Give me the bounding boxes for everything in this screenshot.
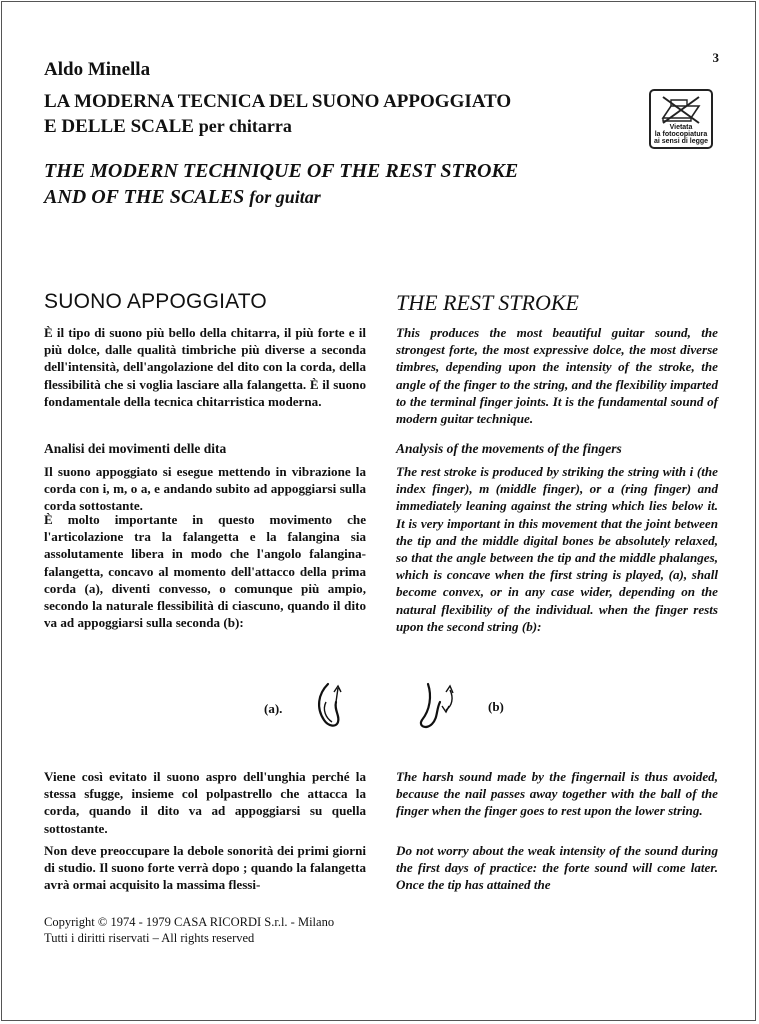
rights-line: Tutti i diritti riservati – All rights reserved	[44, 931, 255, 945]
italian-title-main: E DELLE SCALE	[44, 116, 194, 137]
no-photocopy-icon	[657, 94, 705, 124]
italian-title	[44, 89, 604, 139]
english-title-line1: THE MODERN TECHNIQUE OF THE REST STROKE	[44, 160, 519, 182]
author-name: Aldo Minella	[44, 59, 151, 80]
copyright-notice	[44, 914, 464, 946]
finger-convex-icon	[412, 680, 462, 732]
copyright-line: Copyright © 1974 - 1979 CASA RICORDI S.r.l. - Milano	[44, 915, 335, 929]
english-section-heading: THE REST STROKE	[396, 290, 579, 315]
italian-paragraph-2: È molto importante in questo movimento che l'articolazione tra la falangetta e la falangina sia assolutamente libera in modo che l'angolo falangina-falangetta, concavo al momento dell'attacco della prima corda (a), diventi convesso, o comunque più ampio, secondo la naturale flessibilità di ciascuno, quando il dito va ad appoggiarsi sulla seconda (b):	[44, 512, 366, 631]
english-title-subtitle: for guitar	[249, 187, 321, 207]
italian-title-line1: LA MODERNA TECNICA DEL SUONO APPOGGIATO	[44, 91, 512, 112]
english-title-main: AND OF THE SCALES	[44, 186, 245, 208]
english-title	[44, 158, 604, 210]
page-number: 3	[712, 50, 719, 65]
english-paragraph-3: The harsh sound made by the fingernail is thus avoided, because the nail passes away together with the ball of the finger when the finger goes to rest upon the lower string.	[396, 769, 718, 819]
italian-subheading: Analisi dei movimenti delle dita	[44, 441, 227, 456]
italian-intro-paragraph: È il tipo di suono più bello della chitarra, il più forte e il più dolce, dalle qualità timbriche più diverse a seconda dell'intensità, dell'angolazione del dito con la corda, della flessibilità che si voglia lasciare alla falangetta. È il suono fondamentale della tecnica chitarristica moderna.	[44, 325, 366, 409]
stamp-text-line1: Vietata	[669, 124, 693, 131]
italian-paragraph-1: Il suono appoggiato si esegue mettendo in vibrazione la corda con i, m, o a, e andando subito ad appoggiarsi sulla corda sottostante.	[44, 464, 366, 514]
english-title-line2	[44, 184, 604, 210]
english-intro-paragraph: This produces the most beautiful guitar sound, the strongest forte, the most expressive dolce, the most diverse timbres, depending upon the intensity of the stroke, the angle of the finger to the string, and the flexibility imparted to the terminal finger joints. It is the fundamental sound of modern guitar technique.	[396, 325, 718, 427]
italian-title-line2	[44, 114, 604, 139]
figure-label-a: (a).	[264, 701, 283, 716]
english-paragraph-4: Do not worry about the weak intensity of the sound during the first days of practice: the forte sound will come later. Once the tip has attained the	[396, 843, 718, 893]
english-paragraph-1: The rest stroke is produced by striking the string with i (the index finger), m (middle finger), or a (ring finger) and immediately leaning against the string which lies below it. It is very important in this movement that the joint between the tip and the middle digital bones be absolutely relaxed, so that the angle between the tip and the middle phalanges, which is concave when the first string is played, (a), shall become convex, or in any case wider, depending on the natural flexibility of the individual. when the finger rests upon the second string (b):	[396, 464, 718, 634]
stamp-text-line2: la fotocopiatura	[654, 131, 708, 138]
italian-paragraph-4: Non deve preoccupare la debole sonorità dei primi giorni di studio. Il suono forte verrà dopo ; quando la falangetta avrà ormai acquisito la massima flessi-	[44, 843, 366, 893]
stamp-text-line3: ai sensi di legge	[653, 138, 709, 145]
italian-section-heading: SUONO APPOGGIATO	[44, 290, 267, 313]
figure-label-b: (b)	[488, 699, 504, 714]
italian-title-subtitle: per chitarra	[198, 116, 292, 136]
english-subheading: Analysis of the movements of the fingers	[396, 441, 622, 456]
italian-paragraph-3: Viene così evitato il suono aspro dell'unghia perché la stessa sfugge, insieme col polpastrello che attacca la corda, quando il dito va ad appoggiarsi su quella sottostante.	[44, 769, 366, 836]
no-photocopy-stamp	[649, 89, 713, 149]
finger-concave-icon	[312, 680, 352, 732]
